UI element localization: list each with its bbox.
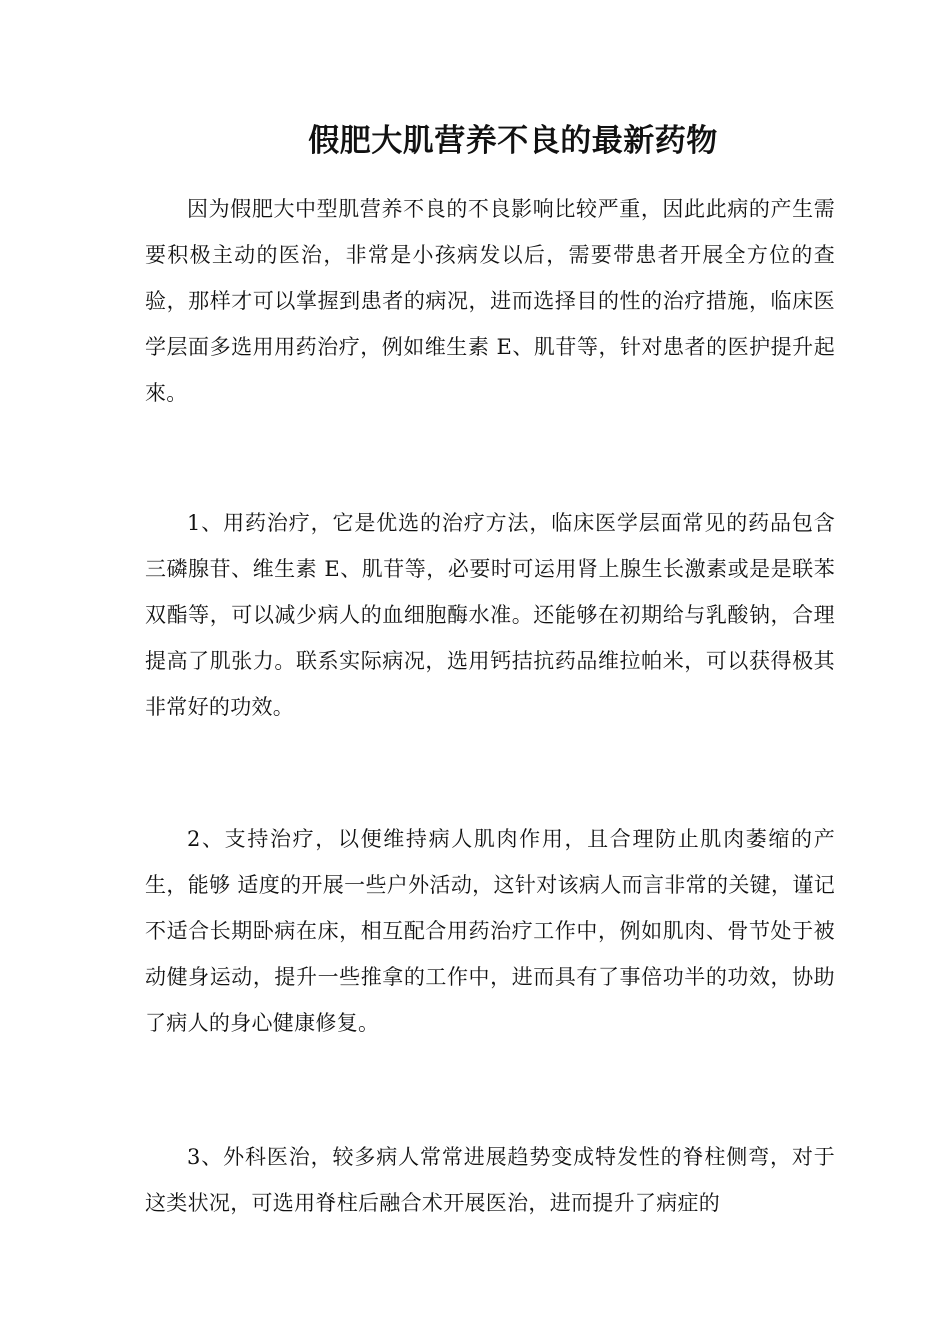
document-title: 假肥大肌营养不良的最新药物 xyxy=(308,123,718,159)
treatment-paragraph-2: 2、支持治疗，以便维持病人肌肉作用，且合理防止肌肉萎缩的产生，能够 适度的开展一些户外活动，这针对该病人而言非常的关键，谨记不适合长期卧病在床，相互配合用药治疗工作中，例如肌肉、骨节处于被动健身运动，提升一些推拿的工作中，进而具有了事倍功半的功效，协助了病人的身心健康修复。 xyxy=(145,827,835,1035)
treatment-paragraph-3: 3、外科医治，较多病人常常进展趋势变成特发性的脊柱侧弯，对于这类状况，可选用脊柱后融合术开展医治，进而提升了病症的 xyxy=(145,1145,835,1215)
treatment-paragraph-1: 1、用药治疗，它是优选的治疗方法，临床医学层面常见的药品包含三磷腺苷、维生素 E、肌苷等，必要时可运用肾上腺生长激素或是是联苯双酯等，可以减少病人的血细胞酶水准。还能够在初期给与乳酸钠，合理提高了肌张力。联系实际病况，选用钙拮抗药品维拉帕米，可以获得极其非常好的功效。 xyxy=(145,511,835,719)
intro-paragraph: 因为假肥大中型肌营养不良的不良影响比较严重，因此此病的产生需要积极主动的医治，非常是小孩病发以后，需要带患者开展全方位的查验，那样才可以掌握到患者的病况，进而选择目的性的治疗措施，临床医学层面多选用用药治疗，例如维生素 E、肌苷等，针对患者的医护提升起來。 xyxy=(145,197,835,405)
